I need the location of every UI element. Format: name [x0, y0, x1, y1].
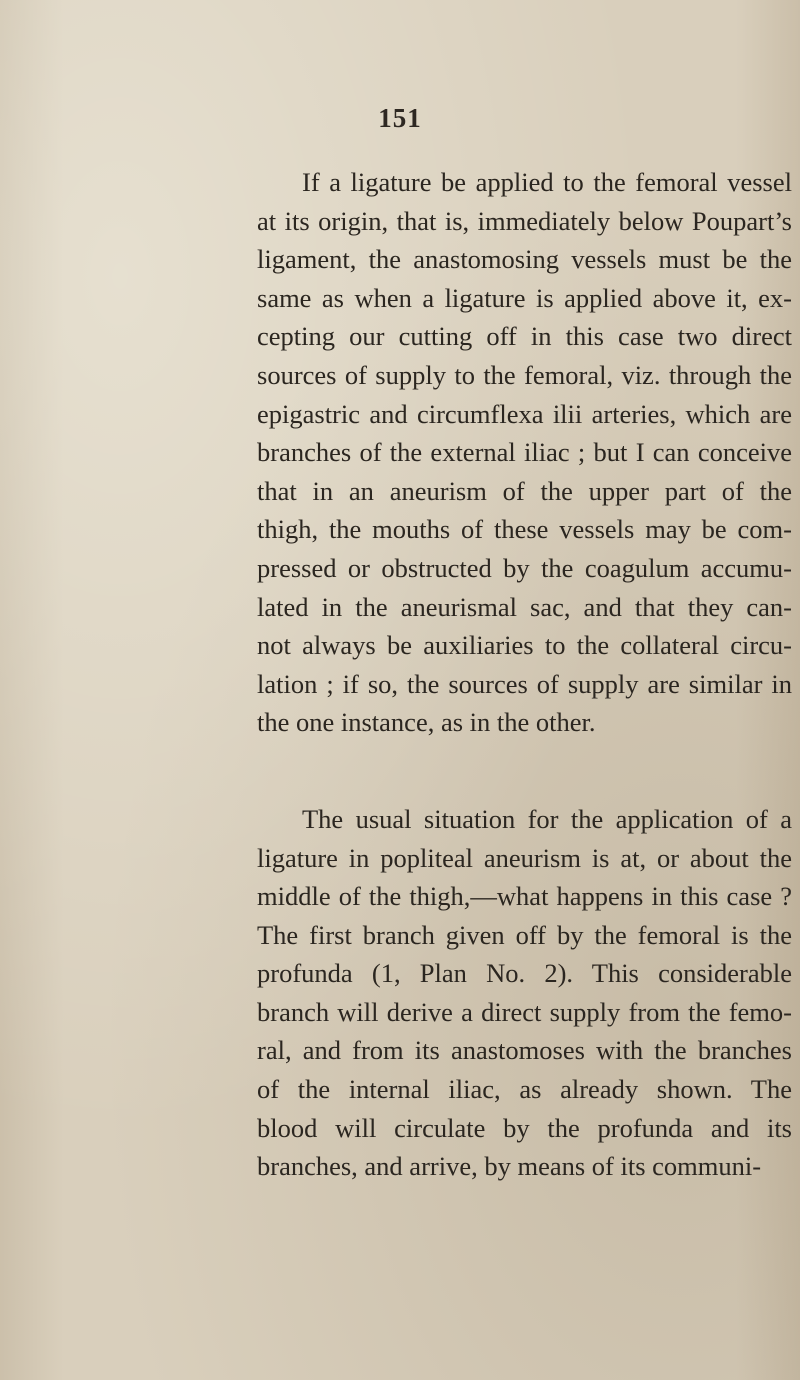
text-line: of the internal iliac, as already shown. The [257, 1074, 792, 1105]
text-line: at its origin, that is, immediately below Poupart’s [257, 205, 792, 236]
text-line: branch will derive a direct supply from the femo- [257, 996, 792, 1027]
text-line: same as when a ligature is applied above it, ex- [257, 282, 792, 313]
text-line: epigastric and circumflexa ilii arteries, which are [257, 398, 792, 429]
text-line: the one instance, as in the other. [257, 707, 596, 738]
text-line: The usual situation for the application of a [302, 803, 792, 834]
text-line: pressed or obstructed by the coagulum accumu- [257, 552, 792, 583]
text-line: sources of supply to the femoral, viz. through the [257, 359, 792, 390]
text-line: not always be auxiliaries to the collateral circu- [257, 630, 792, 661]
text-line: lation ; if so, the sources of supply are similar in [257, 668, 792, 699]
text-line: middle of the thigh,—what happens in this case ? [257, 881, 792, 912]
text-line: that in an aneurism of the upper part of the [257, 475, 792, 506]
text-line: ligature in popliteal aneurism is at, or about the [257, 842, 792, 873]
text-line: branches of the external iliac ; but I can conceive [257, 437, 792, 468]
text-line: profunda (1, Plan No. 2). This considerable [257, 958, 792, 989]
text-line: cepting our cutting off in this case two direct [257, 321, 792, 352]
text-line: ral, and from its anastomoses with the branches [257, 1035, 792, 1066]
paragraph-gap [257, 742, 792, 800]
text-line: branches, and arrive, by means of its communi- [257, 1151, 762, 1182]
paragraph-1 [257, 163, 792, 742]
text-line: The first branch given off by the femoral is the [257, 919, 792, 950]
text-line: blood will circulate by the profunda and its [257, 1112, 792, 1143]
text-line: thigh, the mouths of these vessels may be com- [257, 514, 792, 545]
text-line: lated in the aneurismal sac, and that they can- [257, 591, 792, 622]
body-text [257, 163, 792, 1186]
text-line: If a ligature be applied to the femoral vessel [302, 167, 792, 197]
text-line: ligament, the anastomosing vessels must be the [257, 244, 792, 275]
page-number: 151 [378, 103, 422, 133]
paragraph-2 [257, 800, 792, 1186]
